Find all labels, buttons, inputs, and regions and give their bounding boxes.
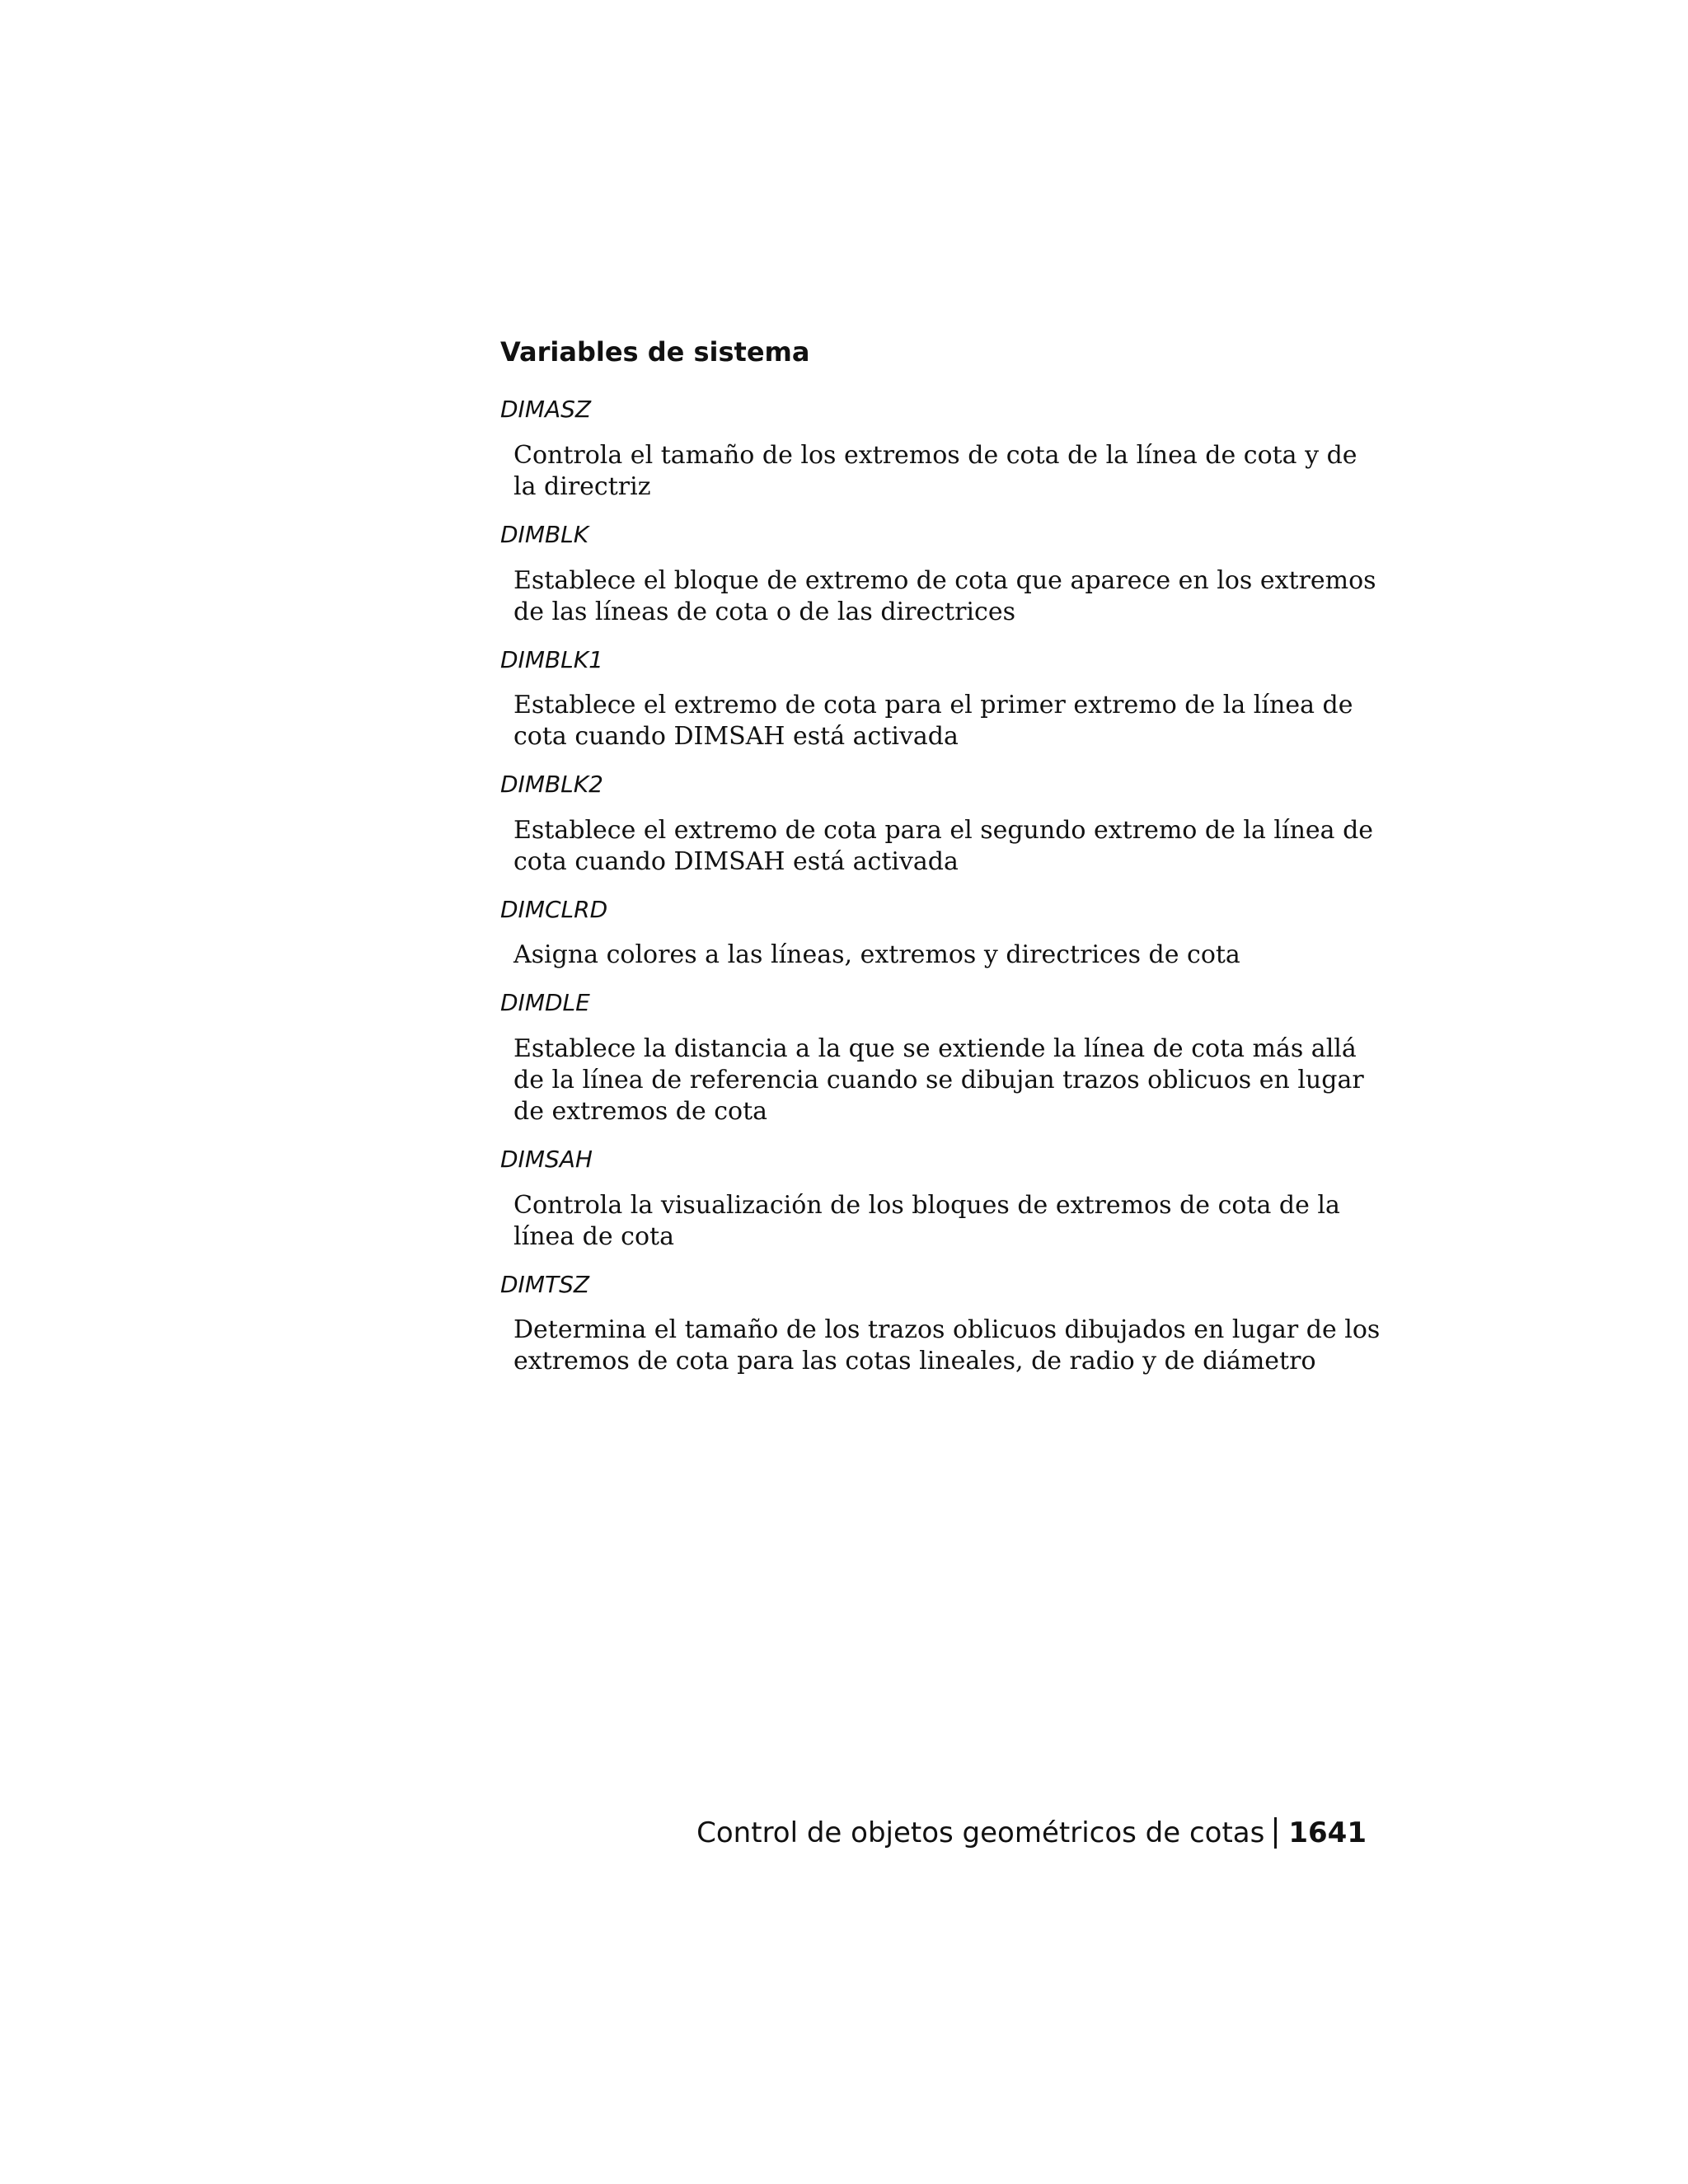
page-content	[500, 336, 1415, 1395]
variable-entry	[500, 396, 1415, 503]
variable-description: Asigna colores a las líneas, extremos y directrices de cota	[513, 940, 1240, 970]
variable-name: DIMBLK1	[500, 645, 603, 673]
variable-name: DIMASZ	[500, 396, 592, 424]
variable-description: Establece el extremo de cota para el segundo extremo de la línea de cota cuando DIMSAH está activada	[513, 815, 1374, 876]
page-footer	[696, 1816, 1367, 1850]
variable-name: DIMBLK	[500, 520, 589, 548]
section-title: Variables de sistema	[500, 336, 810, 368]
variable-entry	[500, 896, 1415, 972]
page-number: 1641	[1288, 1816, 1367, 1849]
variable-description: Establece el extremo de cota para el primer extremo de la línea de cota cuando DIMSAH está activada	[513, 691, 1353, 752]
variable-name: DIMCLRD	[500, 895, 608, 923]
variable-name: DIMDLE	[500, 989, 590, 1017]
variable-description: Determina el tamaño de los trazos oblicuos dibujados en lugar de los extremos de cota para las cotas lineales, de radio y de diámetro	[513, 1315, 1381, 1376]
variable-name: DIMBLK2	[500, 771, 603, 799]
variable-description: Establece el bloque de extremo de cota que aparece en los extremos de las líneas de cota o de las directrices	[513, 565, 1376, 626]
variable-entry	[500, 771, 1415, 878]
variable-name: DIMTSZ	[500, 1270, 590, 1298]
variable-description: Controla el tamaño de los extremos de cota de la línea de cota y de la directriz	[513, 440, 1357, 501]
variable-description: Controla la visualización de los bloques de extremos de cota de la línea de cota	[513, 1190, 1340, 1251]
variable-entry	[500, 1146, 1415, 1253]
variable-entry	[500, 989, 1415, 1127]
variable-entry	[500, 646, 1415, 753]
footer-separator	[1274, 1817, 1277, 1849]
variable-description: Establece la distancia a la que se extiende la línea de cota más allá de la línea de referencia cuando se dibujan trazos oblicuos en lugar de extremos de cota	[513, 1033, 1364, 1126]
chapter-title: Control de objetos geométricos de cotas	[696, 1816, 1265, 1849]
variable-entry	[500, 1271, 1415, 1378]
variable-entry	[500, 521, 1415, 628]
variable-name: DIMSAH	[500, 1145, 593, 1173]
